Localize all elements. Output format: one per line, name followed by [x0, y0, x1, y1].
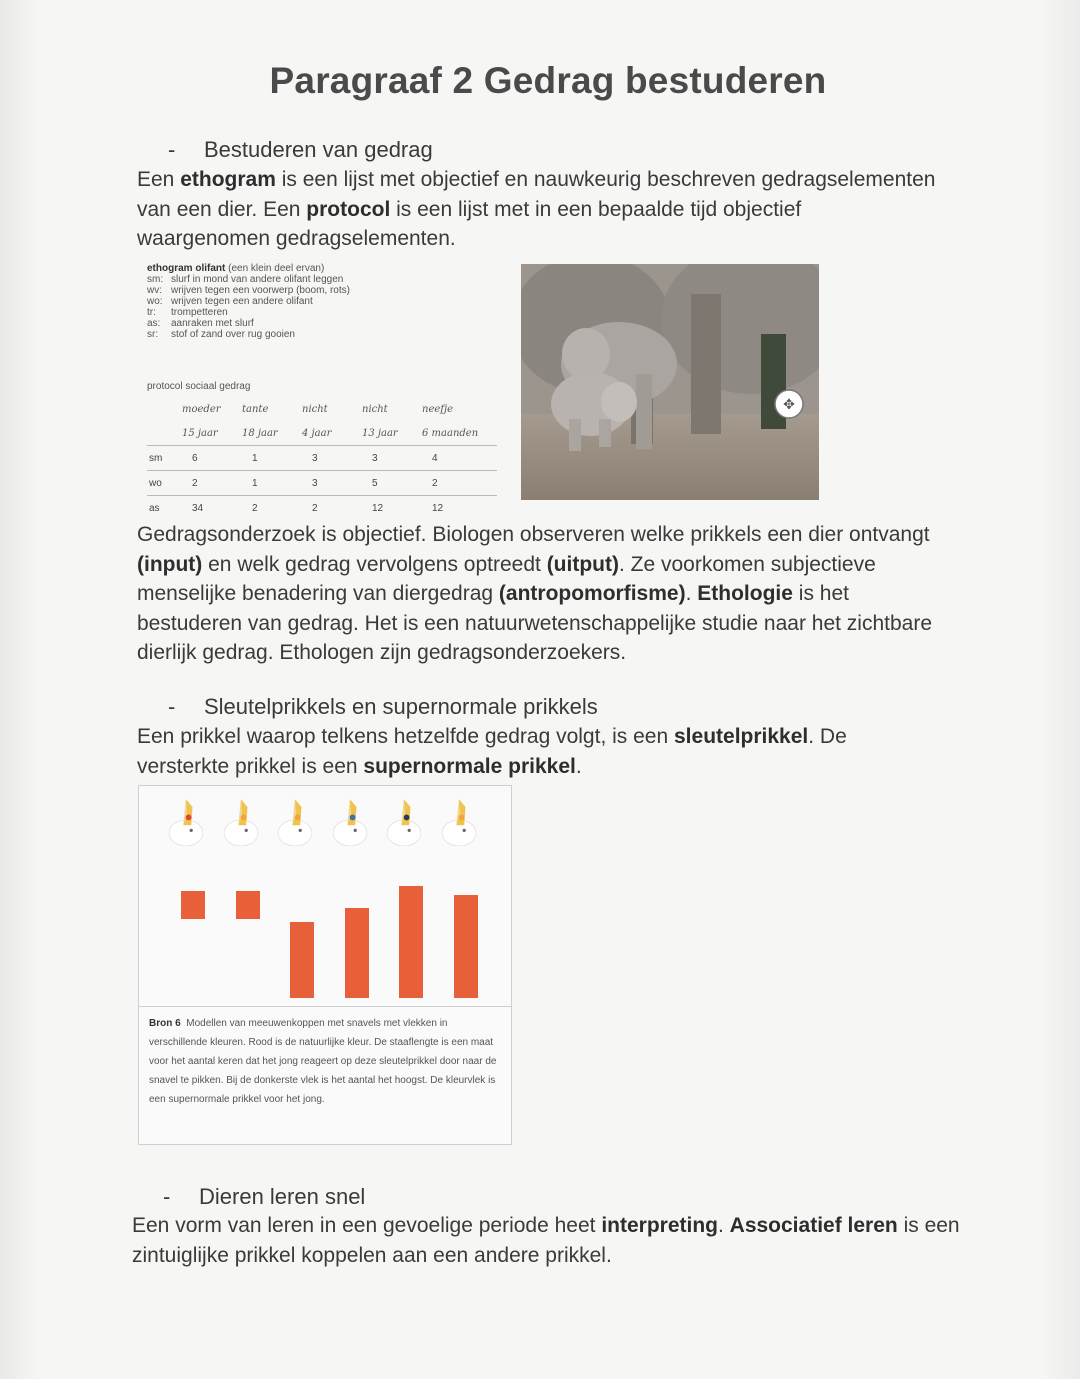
- ethogram-code: sm:: [147, 274, 164, 285]
- bold-term: protocol: [306, 197, 391, 221]
- section2-paragraph: [137, 722, 937, 781]
- section-heading-bestuderen: [168, 137, 433, 163]
- ethogram-title: ethogram olifant: [147, 263, 226, 274]
- text-run: Gedragsonderzoek is objectief. Biologen observeren welke prikkels een dier ontvangt: [137, 523, 930, 546]
- text-run: .: [685, 582, 698, 605]
- protocol-row-code: wo: [147, 471, 182, 496]
- gull-head-icon: [327, 794, 373, 846]
- ethogram-desc: slurf in mond van andere olifant leggen: [171, 274, 344, 285]
- protocol-column-age: 13 jaar: [362, 427, 398, 439]
- protocol-column-name: moeder: [182, 403, 221, 415]
- ethogram-item: [147, 285, 477, 296]
- gull-bar-chart: [139, 786, 511, 1006]
- protocol-cell: 2: [422, 471, 497, 496]
- elephant-photo: [521, 264, 819, 500]
- ethogram-desc: stof of zand over rug gooien: [171, 329, 295, 340]
- text-run: is een lijst met objectief en nauwkeurig beschreven gedragselementen van een dier. Een: [137, 168, 936, 221]
- protocol-header-names: [147, 397, 497, 421]
- bold-term: Ethologie: [697, 582, 793, 605]
- ethogram-desc: wrijven tegen een andere olifant: [171, 296, 313, 307]
- protocol-cell: 1: [242, 471, 302, 496]
- ethogram-title-note: (een klein deel ervan): [228, 263, 325, 274]
- text-run: Een: [137, 168, 181, 191]
- protocol-cell: 2: [242, 496, 302, 521]
- response-bar: [399, 886, 423, 998]
- gull-figure: [138, 785, 512, 1145]
- text-run: .: [575, 754, 582, 778]
- ethogram-code: wo:: [147, 296, 163, 307]
- text-run: .: [717, 1214, 730, 1237]
- ethogram-code: as:: [147, 318, 161, 329]
- bold-term: ethogram: [180, 168, 276, 191]
- text-run: en welk gedrag vervolgens optreedt: [202, 552, 547, 576]
- protocol-row: [147, 471, 497, 496]
- gull-head-icon: [272, 794, 318, 846]
- protocol-cell: 2: [182, 471, 242, 496]
- bold-term: (input): [137, 552, 203, 576]
- ethogram-block: [147, 263, 477, 340]
- text-run: Een prikkel waarop telkens hetzelfde gedrag volgt, is een: [137, 725, 674, 748]
- text-run: . Ze voorkomen subjectieve menselijke benadering van diergedrag: [137, 552, 876, 605]
- page-title: Paragraaf 2 Gedrag bestuderen: [269, 60, 827, 101]
- protocol-cell: 34: [182, 496, 242, 521]
- response-bar: [454, 895, 478, 998]
- gull-head-icon: [218, 794, 264, 846]
- response-bar: [181, 891, 205, 919]
- bold-term: interpreting: [601, 1214, 718, 1237]
- protocol-cell: 3: [302, 446, 362, 471]
- ethologie-paragraph: [137, 520, 957, 668]
- protocol-cell: 6: [182, 446, 242, 471]
- text-run: is het bestuderen van gedrag. Het is een natuurwetenschappelijke studie naar het zichtbare dierlijk gedrag. Ethologen zijn gedragsonderzoekers.: [137, 582, 933, 664]
- bullet-dash: -: [168, 694, 176, 719]
- protocol-column-name: nicht: [362, 403, 388, 415]
- gull-head-icon: [381, 794, 427, 846]
- protocol-row-code: sm: [147, 446, 182, 471]
- ethogram-item: [147, 329, 477, 340]
- protocol-cell: 12: [362, 496, 422, 521]
- protocol-column-age: 15 jaar: [182, 427, 218, 439]
- response-bar: [236, 891, 260, 919]
- ethogram-code: tr:: [147, 307, 156, 318]
- ethogram-code: sr:: [147, 329, 159, 340]
- bold-term: Associatief leren: [729, 1214, 898, 1237]
- protocol-table: [147, 397, 497, 520]
- bold-term: sleutelprikkel: [674, 725, 809, 748]
- caption-label: Bron 6: [149, 1018, 181, 1029]
- bullet-dash: -: [163, 1184, 171, 1209]
- protocol-cell: 12: [422, 496, 497, 521]
- protocol-column-name: tante: [242, 403, 269, 415]
- response-bar: [345, 908, 369, 998]
- figure-caption: [149, 1014, 499, 1109]
- section3-paragraph: [132, 1211, 972, 1270]
- protocol-column-age: 18 jaar: [242, 427, 278, 439]
- protocol-cell: 2: [302, 496, 362, 521]
- ethogram-desc: trompetteren: [171, 307, 228, 318]
- bold-term: (antropomorfisme): [498, 582, 686, 605]
- svg-text:✥: ✥: [783, 397, 795, 413]
- protocol-column-age: 4 jaar: [302, 427, 332, 439]
- bold-term: (uitput): [546, 552, 619, 576]
- text-run: . De versterkte prikkel is een: [137, 725, 847, 778]
- section1-paragraph: [137, 165, 937, 254]
- ethogram-item: [147, 318, 477, 329]
- caption-text: Modellen van meeuwenkoppen met snavels met vlekken in verschillende kleuren. Rood is de natuurlijke kleur. De staaflengte is een maat voor het aantal keren dat het jong reageert op deze sleutelprikkel door naar de snavel te pikken. Bij de donkerste vlek is het aantal het hoogst. De kleurvlek is een supernormale prikkel voor het jong.: [149, 1018, 497, 1105]
- protocol-row: [147, 496, 497, 521]
- section-heading-sleutelprikkels: [168, 694, 598, 720]
- response-bar: [290, 922, 314, 998]
- gull-head-icon: [163, 794, 209, 846]
- figure-divider: [139, 1006, 511, 1007]
- protocol-column-name: nicht: [302, 403, 328, 415]
- protocol-cell: 3: [302, 471, 362, 496]
- text-run: is een lijst met in een bepaalde tijd objectief waargenomen gedragselementen.: [137, 197, 802, 250]
- elephant-photo-illustration: [521, 264, 819, 500]
- bullet-dash: -: [168, 137, 176, 162]
- bold-term: supernormale prikkel: [363, 754, 576, 778]
- ethogram-desc: wrijven tegen een voorwerp (boom, rots): [171, 285, 350, 296]
- section-heading-label: Sleutelprikkels en supernormale prikkels: [204, 694, 598, 719]
- protocol-column-name: neefje: [422, 403, 453, 415]
- ethogram-item: [147, 296, 477, 307]
- protocol-column-age: 6 maanden: [422, 427, 479, 439]
- text-run: is een zintuiglijke prikkel koppelen aan een andere prikkel.: [132, 1214, 960, 1267]
- gull-head-icon: [436, 794, 482, 846]
- protocol-cell: 3: [362, 446, 422, 471]
- protocol-title: protocol sociaal gedrag: [147, 381, 251, 392]
- protocol-row-code: as: [147, 496, 182, 521]
- protocol-row: [147, 446, 497, 471]
- section-heading-label: Dieren leren snel: [199, 1184, 366, 1209]
- text-run: Een vorm van leren in een gevoelige periode heet: [132, 1214, 602, 1237]
- protocol-cell: 1: [242, 446, 302, 471]
- protocol-cell: 4: [422, 446, 497, 471]
- protocol-cell: 5: [362, 471, 422, 496]
- ethogram-code: wv:: [147, 285, 162, 296]
- ethogram-item: [147, 307, 477, 318]
- protocol-header-ages: [147, 421, 497, 446]
- section-heading-label: Bestuderen van gedrag: [204, 137, 433, 162]
- ethogram-list: [147, 274, 477, 340]
- ethogram-item: [147, 274, 477, 285]
- ethogram-desc: aanraken met slurf: [171, 318, 254, 329]
- section-heading-leren: [163, 1184, 365, 1210]
